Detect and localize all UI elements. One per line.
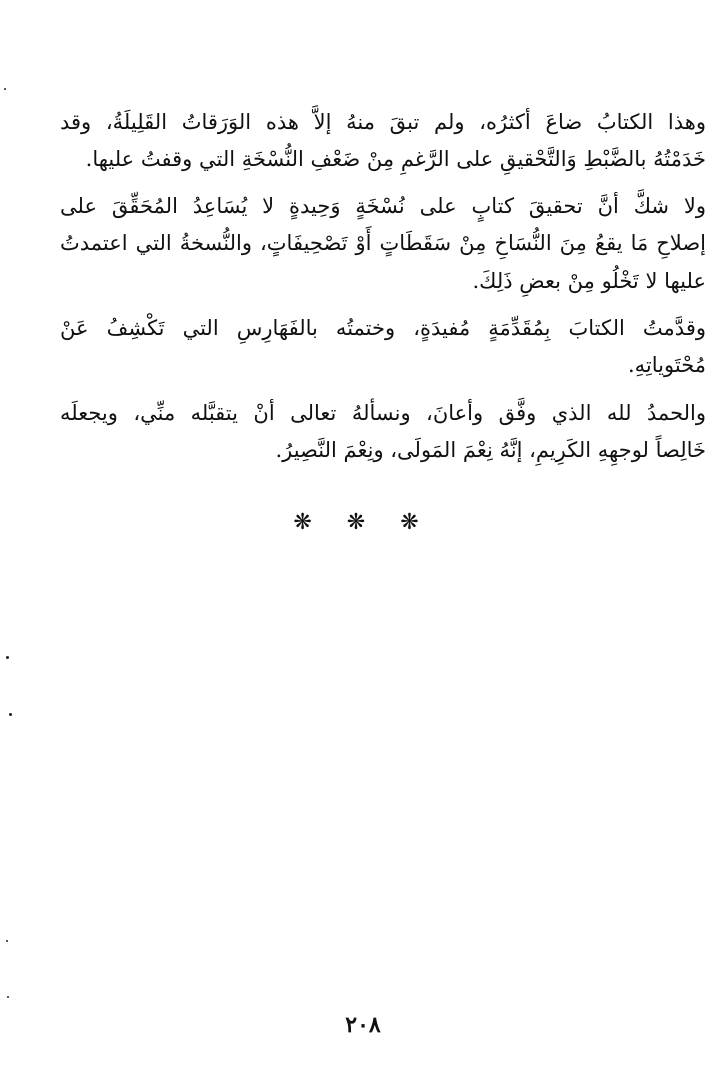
text-line: وقدَّمتُ الكتابَ بِمُقَدِّمَةٍ مُفيدَةٍ، وختمتُه بالفَهَارِسِ التي تَكْشِفُ عَنْ xyxy=(60,316,706,340)
text-line: خَالِصاً لوجهِهِ الكَرِيمِ، إنَّهُ نِعْمَ المَولَى، ونِعْمَ النَّصِيرُ. xyxy=(275,438,706,462)
scan-speck xyxy=(7,996,9,998)
scan-speck xyxy=(6,940,8,942)
text-line: وهذا الكتابُ ضاعَ أكثرُه، ولم تبقَ منهُ إلاَّ هذه الوَرَقاتُ القَلِيلَةُ، وقد xyxy=(60,110,706,134)
scan-speck xyxy=(4,88,6,90)
text-line: مُحْتَوياتِهِ. xyxy=(627,353,706,377)
text-line: إصلاحِ مَا يقعُ مِنَ النُّسَاخِ مِنْ سَقَطَاتٍ أَوْ تَصْحِيفَاتٍ، والنُّسخةُ التي اعتمدتُ xyxy=(60,231,706,255)
text-line: ولا شكَّ أنَّ تحقيقَ كتابٍ على نُسْخَةٍ وَحِيدةٍ لا يُسَاعِدُ المُحَقِّقَ على xyxy=(60,194,706,218)
text-line: عليها لا تَخْلُو مِنْ بعضِ ذَلِكَ. xyxy=(472,269,706,293)
text-line: والحمدُ لله الذي وفَّق وأعانَ، ونسألهُ تعالى أنْ يتقبَّله منِّي، ويجعلَه xyxy=(60,401,706,425)
scan-speck xyxy=(6,656,9,659)
page-number: ٢٠٨ xyxy=(345,1012,381,1038)
section-separator: ❋ ❋ ❋ xyxy=(293,510,433,535)
text-line: خَدَمْتُهُ بالضَّبْطِ وَالتَّحْقيقِ على الرَّغمِ مِنْ ضَعْفِ النُّسْخَةِ التي وقفتُ عليها. xyxy=(85,147,706,171)
scan-speck xyxy=(9,713,12,716)
